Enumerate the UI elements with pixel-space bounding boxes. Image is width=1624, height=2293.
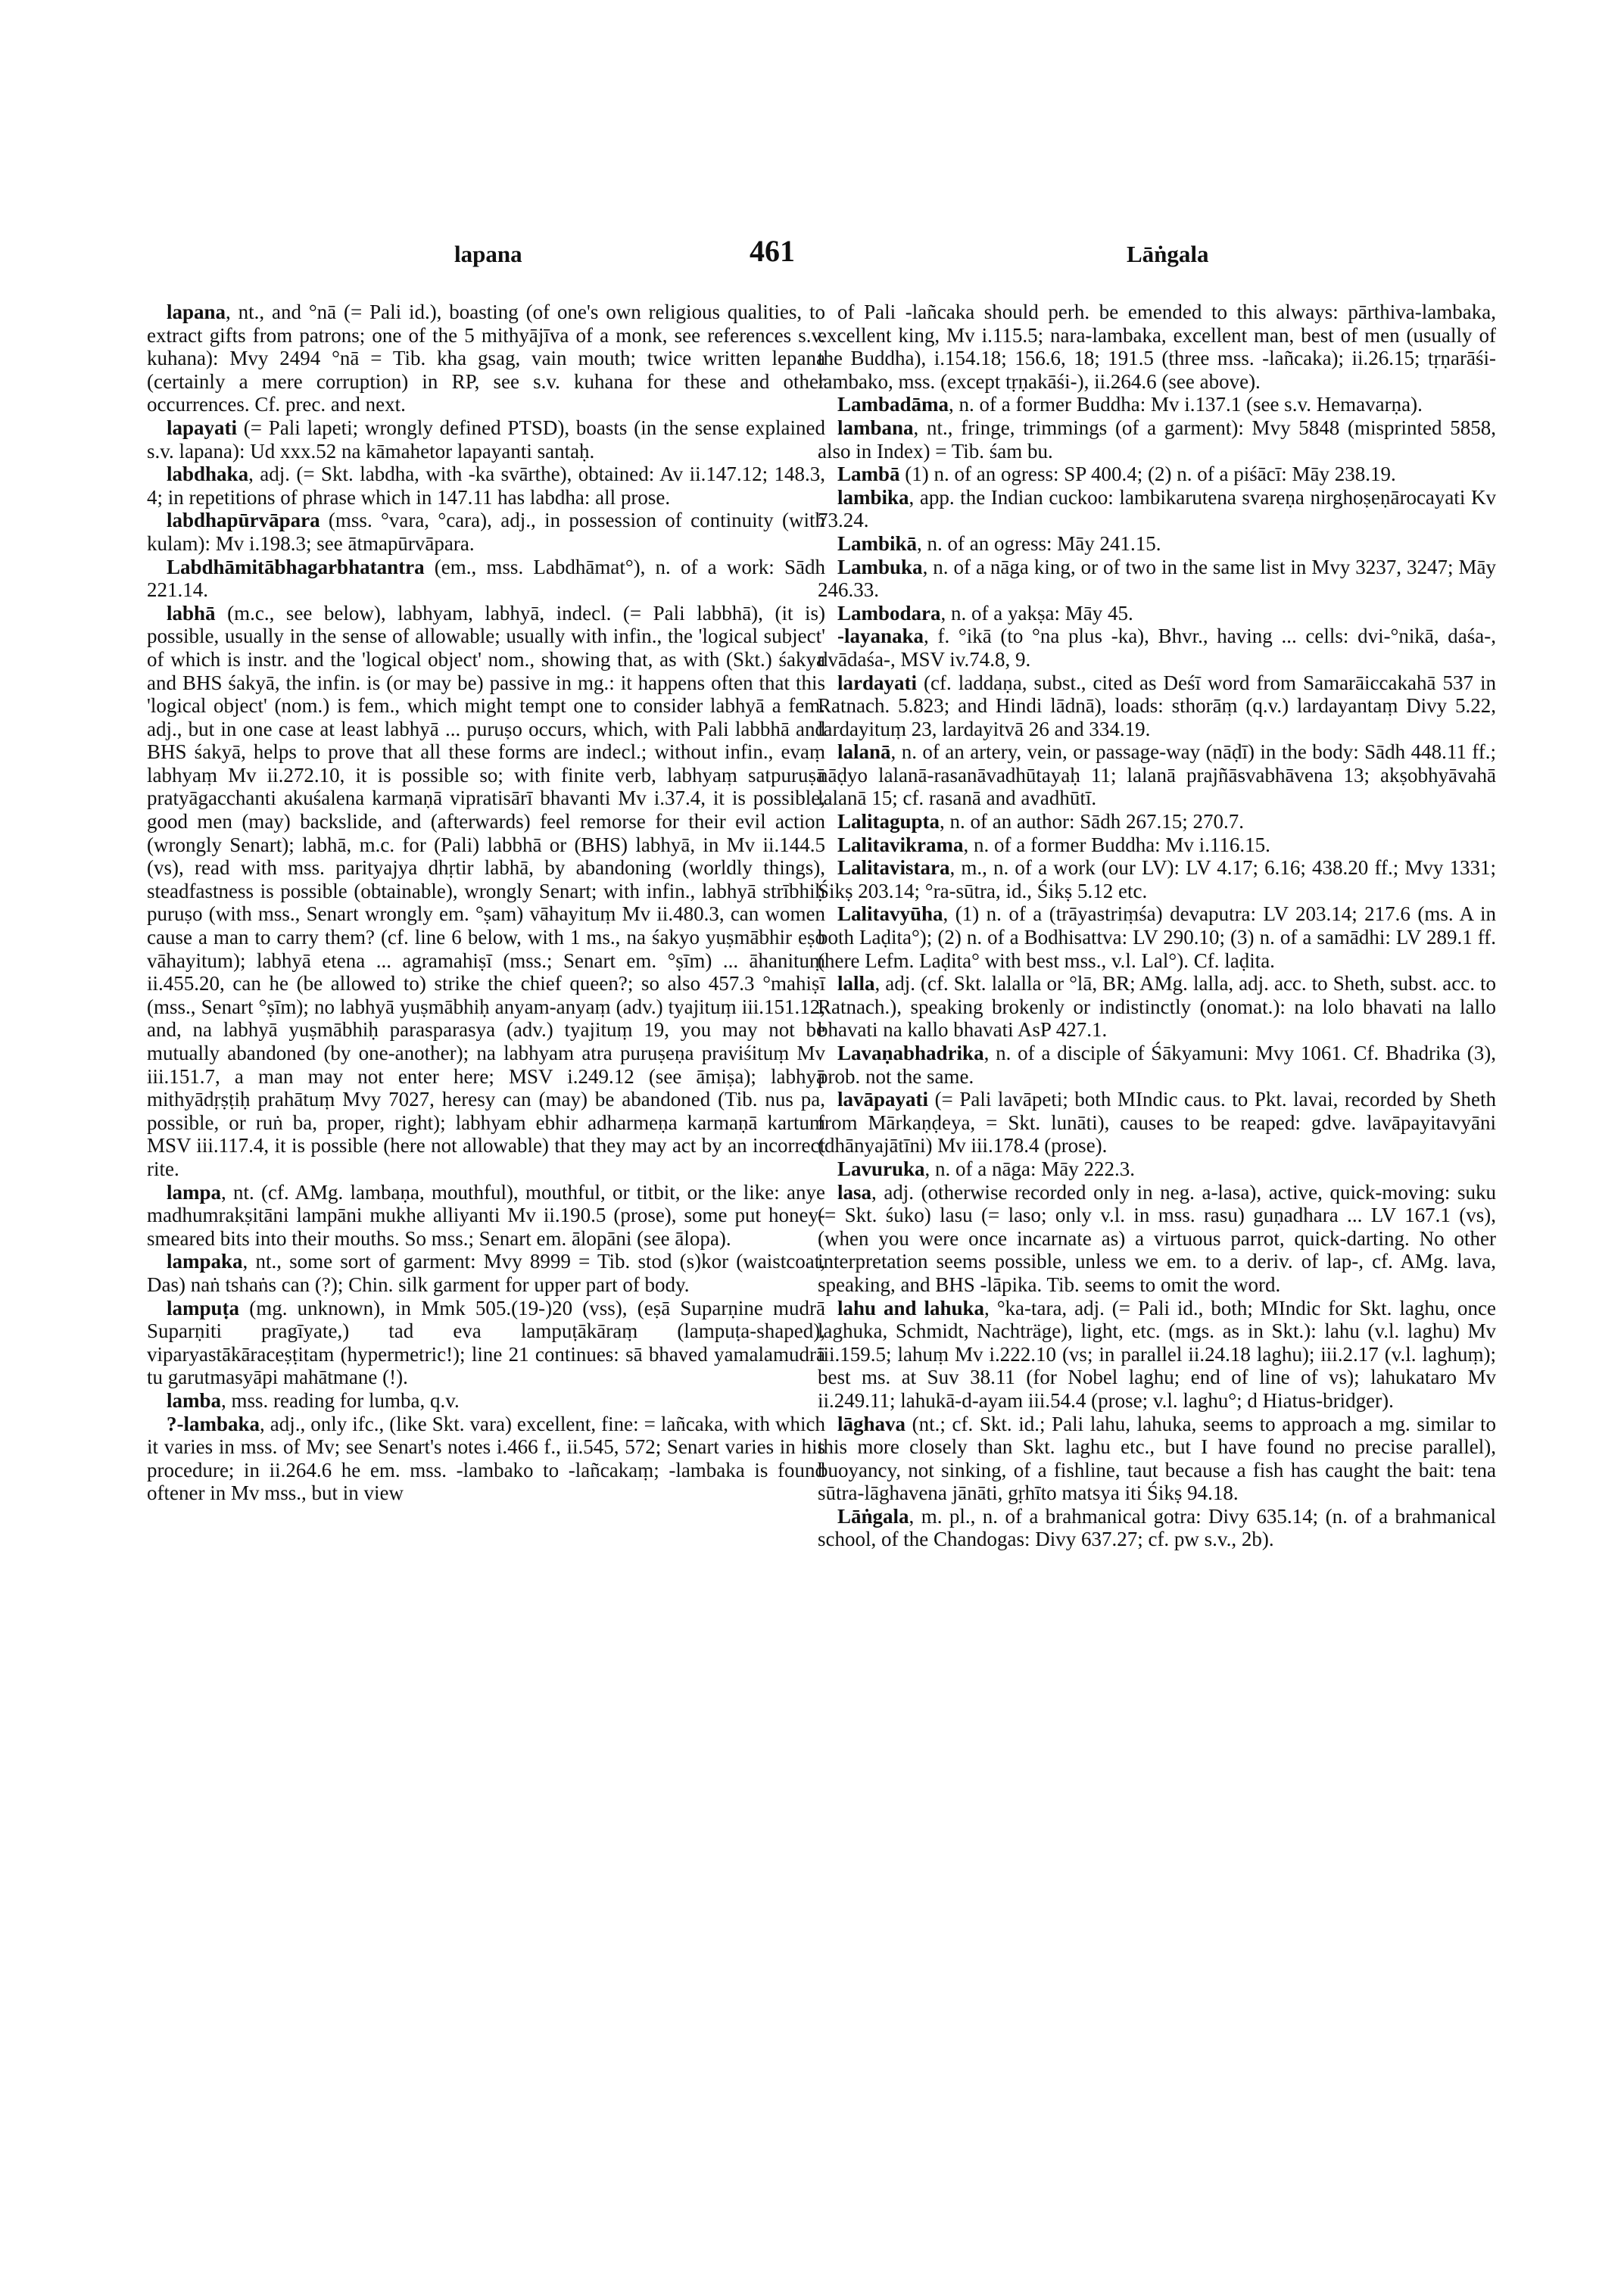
entry-headword: Lalitavikrama [837, 833, 964, 856]
dictionary-entry [818, 1088, 1496, 1157]
left-column [147, 301, 825, 1505]
dictionary-entry [818, 301, 1496, 393]
entry-body: (em., mss. Labdhāmat°), n. of a work: Sādh 221.14. [147, 555, 825, 602]
entry-headword: lalanā [837, 740, 891, 764]
entry-body: , nt., and °nā (= Pali id.), boasting (of one's own religious qualities, to extract gifts from patrons; one of the 5 mithyājīva of a monk, see references s.v. kuhana): Mvy 2494 °nā = Tib. kha gsag, vain mouth; twice written lepana (certainly a mere corruption) in RP, see s.v. kuhana for these and other occurrences. Cf. prec. and next. [147, 301, 825, 416]
entry-headword: lāghava [837, 1412, 906, 1435]
entry-headword: Lambodara [837, 601, 941, 625]
entry-body: (cf. laddaṇa, subst., cited as Deśī word from Samarāiccakahā 537 in Ratnach. 5.823; and Hindi lādnā), loads: sthorāṃ (q.v.) lardayantaṃ Divy 5.22, lardayituṃ 23, lardayitvā 26 and 334.19. [818, 671, 1496, 740]
entry-body: , n. of a former Buddha: Mv i.137.1 (see s.v. Hemavarṇa). [949, 393, 1423, 416]
entry-body: , nt., some sort of garment: Mvy 8999 = Tib. stod (s)kor (waistcoat, Das) naṅ tshaṅs can (?); Chin. silk garment for upper part of body. [147, 1250, 825, 1296]
entry-headword: lambika [837, 485, 909, 509]
dictionary-entry [818, 810, 1496, 833]
entry-body: (mss. °vara, °cara), adj., in possession of continuity (with kulam): Mv i.198.3; see ātmapūrvāpara. [147, 509, 825, 555]
entry-body: , adj. (= Skt. labdha, with -ka svārthe), obtained: Av ii.147.12; 148.3, 4; in repetitions of phrase which in 147.11 has labdha: all prose. [147, 463, 825, 509]
entry-body: , nt., fringe, trimmings (of a garment): Mvy 5848 (misprinted 5858, also in Index) = Tib. śam bu. [818, 416, 1496, 463]
entry-body: , n. of a nāga: Māy 222.3. [924, 1157, 1135, 1180]
dictionary-entry [147, 1250, 825, 1296]
dictionary-entry [818, 602, 1496, 625]
dictionary-entry [147, 463, 825, 509]
dictionary-entry [818, 393, 1496, 416]
entry-headword: labdhapūrvāpara [167, 509, 320, 532]
entry-headword: Lāṅgala [837, 1504, 909, 1528]
right-guide-word: Lāṅgala [1127, 241, 1209, 267]
entry-headword: lampa [167, 1180, 222, 1204]
dictionary-entry [147, 1181, 825, 1251]
entry-body: , °ka-tara, adj. (= Pali id., both; MIndic for Skt. laghu, once laghuka, Schmidt, Nachträge), light, etc. (mgs. as in Skt.): lahu (v.l. laghu) Mv iii.159.5; lahuṃ Mv i.222.10 (vs; in parallel ii.24.18 laghu); iii.2.17 (v.l. laghuṃ); best ms. at Suv 38.11 (for Nobel laghu; end of line of vs); lahukataro Mv ii.249.11; lahukā-d-ayam iii.54.4 (prose; v.l. laghu°; d Hiatus-bridger). [818, 1296, 1496, 1412]
entry-body: , app. the Indian cuckoo: lambikarutena svareṇa nirghoṣeṇārocayati Kv 73.24. [818, 485, 1496, 532]
dictionary-entry [818, 972, 1496, 1042]
dictionary-entry [818, 740, 1496, 810]
dictionary-entry [147, 1297, 825, 1389]
entry-body: , adj., only ifc., (like Skt. vara) excellent, fine: = lañcaka, with which it varies in mss. of Mv; see Senart's notes i.466 f., ii.545, 572; Senart varies in his procedure; in ii.264.6 he em. mss. -lambako to -lañcakaṃ; -lambaka is found oftener in Mv mss., but in view [147, 1412, 825, 1505]
entry-headword: lampaka [167, 1250, 243, 1273]
dictionary-entry [818, 833, 1496, 857]
right-column [818, 301, 1496, 1551]
dictionary-entry [818, 1297, 1496, 1413]
entry-body: of Pali -lañcaka should perh. be emended to this always: pārthiva-lambaka, excellent king, Mv i.115.5; nara-lambaka, excellent man, best of men (usually of the Buddha), i.154.18; 156.6, 18; 191.5 (three mss. -lañcaka); ii.26.15; tṛṇarāśi-lambako, mss. (except tṛṇakāśi-), ii.264.6 (see above). [818, 301, 1496, 393]
entry-headword: lampuṭa [167, 1296, 240, 1319]
dictionary-entry [818, 1157, 1496, 1181]
entry-headword: Lavuruka [837, 1157, 925, 1180]
dictionary-entry [147, 416, 825, 463]
entry-body: , n. of a nāga king, or of two in the same list in Mvy 3237, 3247; Māy 246.33. [818, 555, 1496, 602]
entry-body: (= Pali lapeti; wrongly defined PTSD), boasts (in the sense explained s.v. lapana): Ud xxx.52 na kāmahetor lapayanti santaḥ. [147, 416, 825, 463]
entry-body: , f. °ikā (to °na plus -ka), Bhvr., having ... cells: dvi-°nikā, daśa-, dvādaśa-, MSV iv.74.8, 9. [818, 625, 1496, 671]
entry-headword: ?-lambaka [167, 1412, 260, 1435]
entry-body: (mg. unknown), in Mmk 505.(19-)20 (vss), (eṣā Suparṇine mudrā Suparṇiti pragīyate,) tad eva lampuṭākāraṃ (lampuṭa-shaped), viparyastākāraceṣṭitam (hypermetric!); line 21 continues: sā bhaved yamalamudrā tu garutmasyāpi mahātmane (!). [147, 1296, 825, 1389]
dictionary-entry [147, 1389, 825, 1413]
entry-body: , n. of a yakṣa: Māy 45. [940, 601, 1133, 625]
entry-headword: Lambā [837, 463, 900, 486]
page-number: 461 [750, 234, 795, 268]
dictionary-entry [818, 1413, 1496, 1505]
entry-headword: Lalitagupta [837, 810, 940, 833]
entry-headword: Lambadāma [837, 393, 949, 416]
entry-body: , n. of a former Buddha: Mv i.116.15. [963, 833, 1270, 856]
dictionary-entry [818, 416, 1496, 463]
entry-body: , n. of an author: Sādh 267.15; 270.7. [940, 810, 1244, 833]
entry-headword: Lambuka [837, 555, 923, 578]
entry-body: , n. of an ogress: Māy 241.15. [917, 531, 1161, 555]
dictionary-entry [818, 902, 1496, 972]
entry-body: (m.c., see below), labhyam, labhyā, indecl. (= Pali labbhā), (it is) possible, usually in the sense of allowable; usually with infin., the 'logical subject' of which is instr. and the 'logical object' nom., showing that, as with (Skt.) śakya and BHS śakyā, the infin. is (or may be) passive in mg.: it happens often that this 'logical object' (nom.) is fem., which might tempt one to consider labhyā a fem. adj., but in one case at least labhyā ... puruṣo occurs, which, with Pali labbhā and BHS śakyā, helps to prove that all these forms are indecl.; without infin., evaṃ labhyaṃ Mv ii.272.10, it is possible so; with finite verb, labhyaṃ satpuruṣā pratyāgacchanti akuśalena karmaṇā vipratisārī bhavanti Mv i.37.4, it is possible, good men (may) backslide, and (afterwards) feel remorse for their evil action (wrongly Senart); labhā, m.c. for (Pali) labbhā or (BHS) labhyā, in Mv ii.144.5 (vs), read with mss. parityajya dhṛtir labhā, by abandoning (worldly things), steadfastness is possible (obtainable), wrongly Senart; with infin., labhyā strībhiḥ puruṣo (with mss., Senart wrongly em. °ṣam) vāhayituṃ Mv ii.480.3, can women cause a man to carry them? (cf. line 6 below, with 1 ms., na śakyo yuṣmābhir eṣo vāhayitum); labhyā etena ... agramahiṣī (mss.; Senart em. °ṣīm) ... āhanituṃ ii.455.20, can he (be allowed to) strike the chief queen?; so also 457.3 °mahiṣī (mss., Senart °ṣīm); no labhyā yuṣmābhiḥ anyam-anyaṃ (adv.) tyajituṃ iii.151.12, and, na labhyā yuṣmābhiḥ parasparasya (adv.) tyajituṃ 19, you may not be mutually abandoned (by one-another); na labhyam atra puruṣeṇa praviśituṃ Mv iii.151.7, a man may not enter here; MSV i.249.12 (see āmiṣa); labhyā mithyādṛṣṭiḥ prahātuṃ Mvy 7027, heresy can (may) be abandoned (Tib. nus pa, possible, or ruṅ ba, proper, right); labhyam ebhir adharmeṇa karmaṇā kartum MSV iii.117.4, it is possible (here not allowable) that they may act by an incorrect rite. [147, 601, 825, 1180]
entry-headword: lalla [837, 972, 875, 995]
entry-headword: lahu and lahuka [837, 1296, 984, 1319]
entry-headword: lasa [837, 1180, 872, 1204]
entry-body: , n. of a disciple of Śākyamuni: Mvy 1061. Cf. Bhadrika (3), prob. not the same. [818, 1042, 1496, 1088]
dictionary-entry [818, 1505, 1496, 1551]
entry-headword: Lalitavyūha [837, 902, 943, 926]
entry-headword: lambana [837, 416, 914, 439]
entry-headword: labdhaka [167, 463, 249, 486]
running-header [0, 234, 1624, 286]
entry-body: , mss. reading for lumba, q.v. [221, 1388, 460, 1412]
dictionary-entry [818, 532, 1496, 556]
dictionary-entry [818, 625, 1496, 671]
entry-body: , adj. (cf. Skt. lalalla or °lā, BR; AMg. lalla, adj. acc. to Sheth, subst. acc. to Ratnach.), speaking brokenly or indistinctly (onomat.): na lolo bhavati na lallo bhavati na kallo bhavati AsP 427.1. [818, 972, 1496, 1042]
dictionary-entry [818, 556, 1496, 602]
entry-body: (1) n. of an ogress: SP 400.4; (2) n. of a piśācī: Māy 238.19. [899, 463, 1396, 486]
entry-headword: Lalitavistara [837, 856, 950, 880]
dictionary-entry [147, 301, 825, 416]
dictionary-entry [147, 556, 825, 602]
entry-body: , m., n. of a work (our LV): LV 4.17; 6.16; 438.20 ff.; Mvy 1331; Śikṣ 203.14; °ra-sūtra, id., Śikṣ 5.12 etc. [818, 856, 1496, 902]
dictionary-entry [818, 1042, 1496, 1088]
left-guide-word: lapana [454, 241, 522, 267]
entry-headword: lapayati [167, 416, 238, 439]
dictionary-entry [818, 463, 1496, 486]
entry-headword: lardayati [837, 671, 917, 694]
entry-headword: -layanaka [837, 625, 924, 648]
entry-headword: lapana [167, 301, 226, 323]
entry-body: , nt. (cf. AMg. lambaṇa, mouthful), mouthful, or titbit, or the like: anye madhumrakṣitāni lampāni mukhe alliyanti Mv ii.190.5 (prose), some put honey-smeared bits into their mouths. So mss.; Senart em. ālopāni (see ālopa). [147, 1180, 825, 1250]
dictionary-entry [147, 1413, 825, 1505]
entry-body: , m. pl., n. of a brahmanical gotra: Divy 635.14; (n. of a brahmanical school, of the Chandogas: Divy 637.27; cf. pw s.v., 2b). [818, 1504, 1496, 1551]
entry-headword: lavāpayati [837, 1088, 929, 1111]
dictionary-entry [818, 1181, 1496, 1297]
entry-body: , adj. (otherwise recorded only in neg. a-lasa), active, quick-moving: suku (= Skt. śuko) lasu (= laso; only v.l. in mss. rasu) guṇadhara ... LV 167.1 (vs), (when you were once incarnate as) a virtuous parrot, quick-darting. No other interpretation seems possible, unless we em. to a deriv. of lap-, cf. AMg. lava, speaking, and BHS -lāpika. Tib. seems to omit the word. [818, 1180, 1496, 1296]
dictionary-entry [147, 509, 825, 555]
entry-headword: lamba [167, 1388, 222, 1412]
entry-body: , n. of an artery, vein, or passage-way (nāḍī) in the body: Sādh 448.11 ff.; nāḍyo lalanā-rasanāvadhūtayaḥ 11; lalanā prajñāsvabhāvena 13; akṣobhyāvahā lalanā 15; cf. rasanā and avadhūtī. [818, 740, 1496, 810]
entry-body: (nt.; cf. Skt. id.; Pali lahu, lahuka, seems to approach a mg. similar to this more closely than Skt. laghu etc., but I have found no precise parallel), buoyancy, not sinking, of a fishline, taut because a fish has caught the bait: tena sūtra-lāghavena jānāti, gṛhīto matsya iti Śikṣ 94.18. [818, 1412, 1496, 1505]
dictionary-entry [818, 671, 1496, 741]
dictionary-entry [147, 602, 825, 1181]
entry-body: (= Pali lavāpeti; both MIndic caus. to Pkt. lavai, recorded by Sheth from Mārkaṇḍeya, = Skt. lunāti), causes to be reaped: gdve. lavāpayitavyāni (dhānyajātīni) Mv iii.178.4 (prose). [818, 1088, 1496, 1157]
entry-headword: Lavaṇabhadrika [837, 1042, 984, 1064]
entry-body: , (1) n. of a (trāyastriṃśa) devaputra: LV 203.14; 217.6 (ms. A in both Laḍita°); (2) n. of a Bodhisattva: LV 290.10; (3) n. of a samādhi: LV 289.1 ff. (here Lefm. Laḍita° with best mss., v.l. Lal°). Cf. laḍita. [818, 902, 1496, 972]
entry-headword: labhā [167, 601, 216, 625]
entry-headword: Labdhāmitābhagarbhatantra [167, 555, 425, 578]
dictionary-entry [818, 856, 1496, 902]
dictionary-entry [818, 486, 1496, 532]
entry-headword: Lambikā [837, 531, 918, 555]
